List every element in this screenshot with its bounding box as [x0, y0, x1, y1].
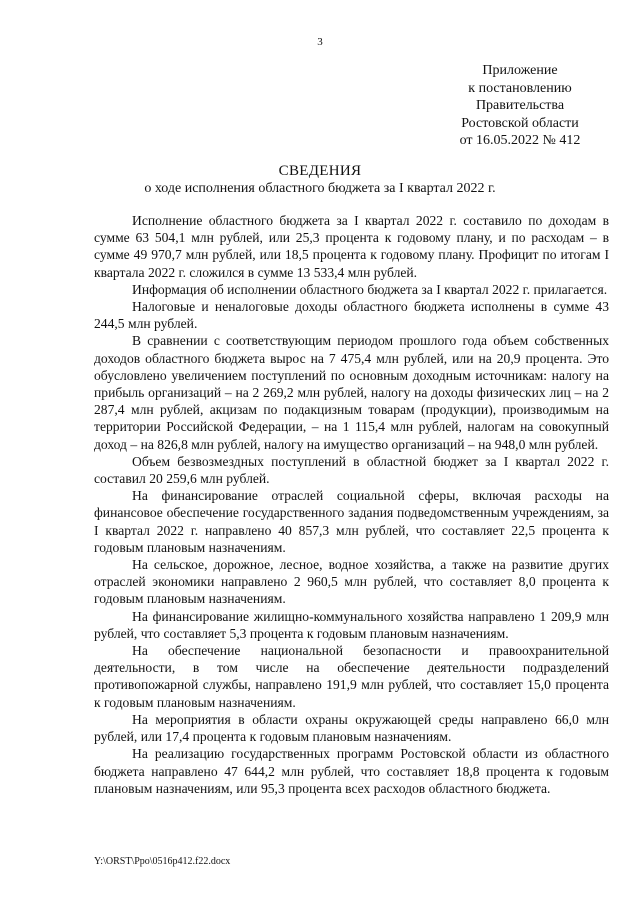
footer-file-path: Y:\ORST\Ppo\0516p412.f22.docx	[94, 856, 231, 867]
paragraph: Налоговые и неналоговые доходы областного бюджета исполнены в сумме 43 244,5 млн рублей.	[94, 299, 609, 332]
document-subtitle: о ходе исполнения областного бюджета за I квартал 2022 г.	[144, 181, 496, 196]
paragraph: В сравнении с соответствующим периодом прошлого года объем собственных доходов областного бюджета вырос на 7 475,4 млн рублей, или на 20,9 процента. Это обусловлено увеличением поступлений по основным доходным источникам: налогу на прибыль организаций – на 2 269,2 млн рублей, налогу на доходы физических лиц – на 2 287,4 млн рублей, акцизам по подакцизным товарам (продукции), производимым на территории Российской Федерации, – на 1 115,4 млн рублей, налогам на совокупный доход – на 826,8 млн рублей, налогу на имущество организаций – на 948,0 млн рублей.	[94, 333, 609, 452]
page-number: 3	[317, 36, 323, 48]
appendix-line: Правительства	[475, 98, 565, 113]
appendix-line: Ростовской области	[461, 115, 579, 131]
document-body	[94, 212, 609, 797]
paragraph: На сельское, дорожное, лесное, водное хозяйства, а также на развитие других отраслей экономики направлено 2 960,5 млн рублей, что составляет 8,0 процента к годовым плановым назначениям.	[94, 557, 609, 607]
paragraph: На финансирование жилищно-коммунального хозяйства направлено 1 209,9 млн рублей, что составляет 5,3 процента к годовым плановым назначениям.	[94, 608, 609, 641]
document-title: СВЕДЕНИЯ	[278, 163, 362, 179]
paragraph: На финансирование отраслей социальной сферы, включая расходы на финансовое обеспечение государственного задания подведомственным учреждениям, за I квартал 2022 г. направлено 40 857,3 млн рублей, что составляет 22,5 процента к годовым плановым назначениям.	[94, 488, 609, 555]
paragraph: Исполнение областного бюджета за I квартал 2022 г. составило по доходам в сумме 63 504,1 млн рублей, или 25,3 процента к годовому плану, и по расходам – в сумме 49 970,7 млн рублей, или 18,5 процента к годовому плану. Профицит по итогам I квартала 2022 г. сложился в сумме 13 533,4 млн рублей.	[94, 213, 609, 280]
appendix-line: от 16.05.2022 № 412	[459, 133, 581, 148]
appendix-block	[420, 62, 620, 150]
paragraph: Объем безвозмездных поступлений в областной бюджет за I квартал 2022 г. составил 20 259,6 млн рублей.	[94, 453, 609, 487]
appendix-line: к постановлению	[468, 80, 572, 96]
paragraph: Информация об исполнении областного бюджета за I квартал 2022 г. прилагается.	[132, 281, 608, 297]
paragraph: На мероприятия в области охраны окружающей среды направлено 66,0 млн рублей, или 17,4 процента к годовым плановым назначениям.	[94, 711, 609, 745]
appendix-line: Приложение	[482, 63, 558, 78]
paragraph: На реализацию государственных программ Ростовской области из областного бюджета направлено 47 644,2 млн рублей, что составляет 18,8 процента к годовым плановым назначениям, или 95,3 процента всех расходов областного бюджета.	[94, 746, 609, 796]
paragraph: На обеспечение национальной безопасности и правоохранительной деятельности, в том числе на обеспечение деятельности подразделений противопожарной службы, направлено 191,9 млн рублей, что составляет 15,0 процента к годовым плановым назначениям.	[94, 643, 609, 710]
